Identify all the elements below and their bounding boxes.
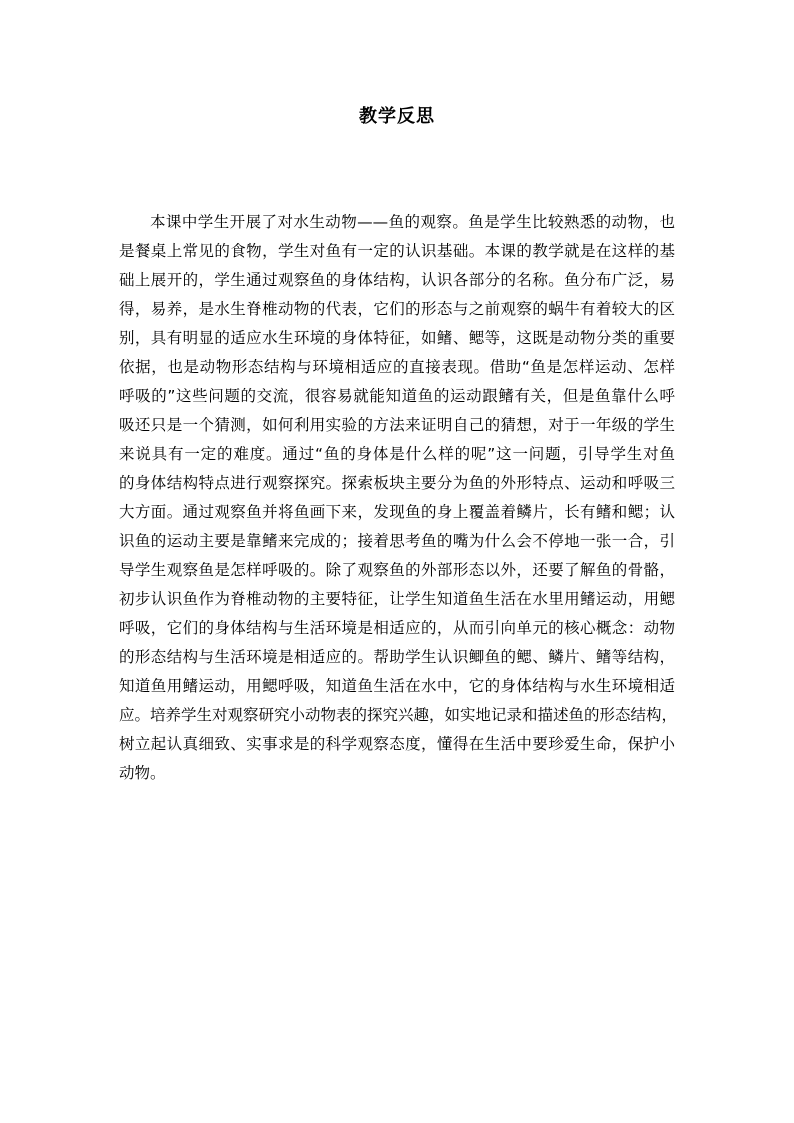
- paragraph-line: 得，易养，是水生脊椎动物的代表，它们的形态与之前观察的蜗牛有着较大的区: [119, 300, 675, 318]
- reflection-paragraph: [119, 208, 678, 788]
- paragraph-line: 的身体结构特点进行观察探究。探索板块主要分为鱼的外形特点、运动和呼吸三: [119, 474, 675, 492]
- paragraph-line: 初步认识鱼作为脊椎动物的主要特征，让学生知道鱼生活在水里用鳍运动，用鳃: [119, 590, 675, 608]
- paragraph-line: 别，具有明显的适应水生环境的身体特征，如鳍、鳃等，这既是动物分类的重要: [119, 329, 675, 347]
- page-title: 教学反思: [359, 106, 435, 127]
- paragraph-line: 大方面。通过观察鱼并将鱼画下来，发现鱼的身上覆盖着鳞片，长有鳍和鳃；认: [119, 503, 675, 521]
- paragraph-line: 知道鱼用鳍运动，用鳃呼吸，知道鱼生活在水中，它的身体结构与水生环境相适: [119, 677, 675, 695]
- paragraph-line: 识鱼的运动主要是靠鳍来完成的；接着思考鱼的嘴为什么会不停地一张一合，引: [119, 532, 675, 550]
- paragraph-line: 呼吸的”这些问题的交流，很容易就能知道鱼的运动跟鳍有关，但是鱼靠什么呼: [119, 387, 675, 405]
- paragraph-line: 导学生观察鱼是怎样呼吸的。除了观察鱼的外部形态以外，还要了解鱼的骨骼，: [119, 561, 675, 579]
- paragraph-line: 吸还只是一个猜测，如何利用实验的方法来证明自己的猜想，对于一年级的学生: [119, 416, 675, 434]
- paragraph-line: 应。培养学生对观察研究小动物表的探究兴趣，如实地记录和描述鱼的形态结构，: [119, 706, 678, 724]
- paragraph-line: 树立起认真细致、实事求是的科学观察态度，懂得在生活中要珍爱生命，保护小: [119, 735, 675, 753]
- paragraph-line: 本课中学生开展了对水生动物——鱼的观察。鱼是学生比较熟悉的动物，也: [150, 213, 675, 231]
- paragraph-line: 础上展开的，学生通过观察鱼的身体结构，认识各部分的名称。鱼分布广泛，易: [119, 271, 675, 289]
- paragraph-line: 呼吸，它们的身体结构与生活环境是相适应的，从而引向单元的核心概念：动物: [119, 619, 675, 637]
- paragraph-line: 的形态结构与生活环境是相适应的。帮助学生认识鲫鱼的鳃、鳞片、鳍等结构，: [119, 648, 675, 666]
- paragraph-line: 来说具有一定的难度。通过“鱼的身体是什么样的呢”这一问题，引导学生对鱼: [119, 445, 675, 463]
- paragraph-line: 是餐桌上常见的食物，学生对鱼有一定的认识基础。本课的教学就是在这样的基: [119, 242, 675, 260]
- paragraph-line: 依据，也是动物形态结构与环境相适应的直接表现。借助“鱼是怎样运动、怎样: [119, 358, 675, 376]
- paragraph-line: 动物。: [119, 764, 166, 782]
